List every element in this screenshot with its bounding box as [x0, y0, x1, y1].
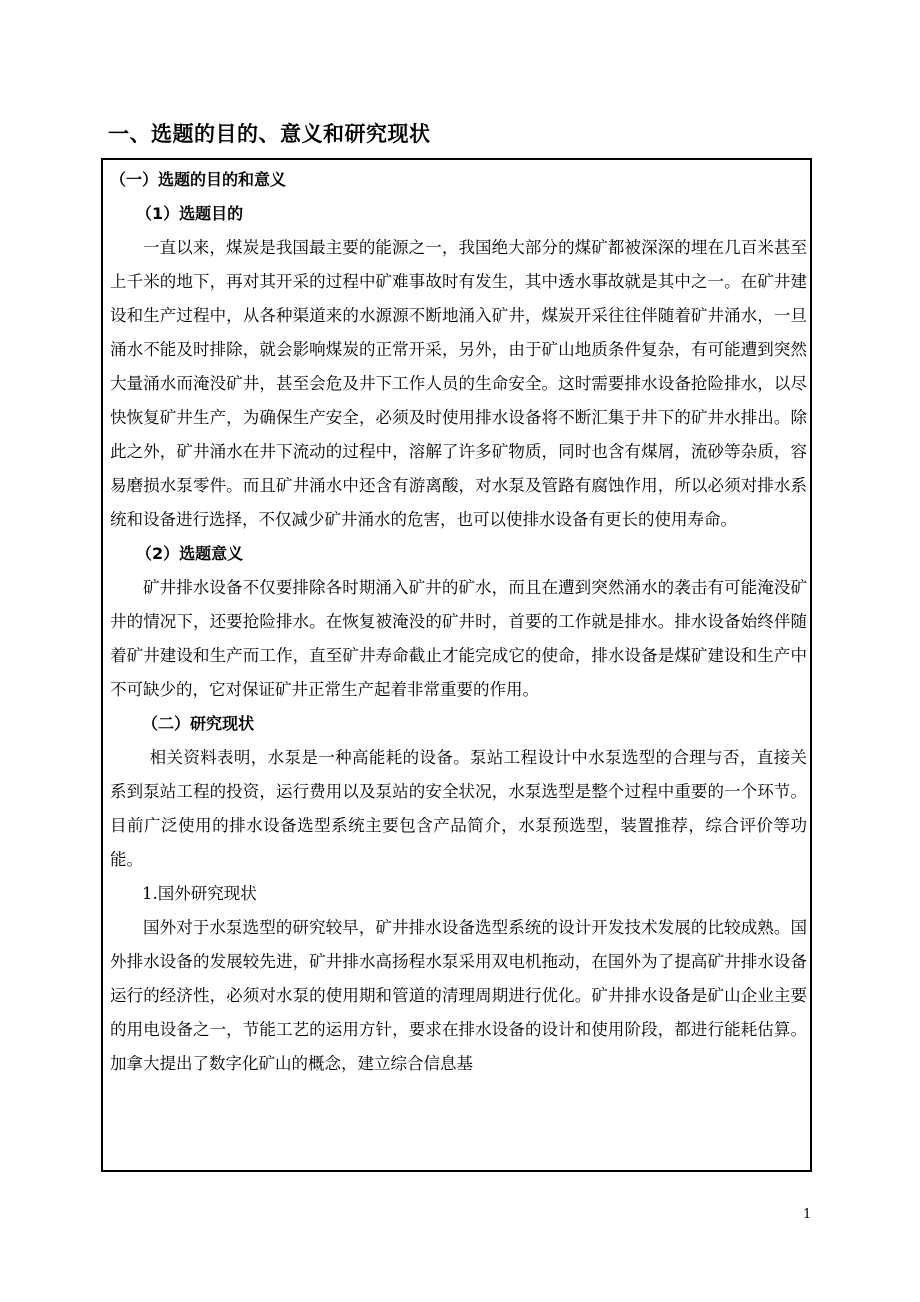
paragraph-significance: 矿井排水设备不仅要排除各时期涌入矿井的矿水，而且在遭到突然涌水的袭击有可能淹没矿井的情况下，还要抢险排水。在恢复被淹没的矿井时，首要的工作就是排水。排水设备始终伴随着矿井建设和生产而工作，直至矿井寿命截止才能完成它的使命，排水设备是煤矿建设和生产中不可缺少的，它对保证矿井正常生产起着非常重要的作用。: [110, 578, 807, 699]
paragraph-research-intro: 相关资料表明，水泵是一种高能耗的设备。泵站工程设计中水泵选型的合理与否，直接关系到泵站工程的投资，运行费用以及泵站的安全状况，水泵选型是整个过程中重要的一个环节。目前广泛使用的排水设备选型系统主要包含产品简介，水泵预选型，装置推荐，综合评价等功能。: [110, 748, 807, 869]
section-heading-purpose-significance: （一）选题的目的和意义: [110, 170, 287, 189]
subheading-significance: （2）选题意义: [136, 544, 244, 563]
subheading-foreign-research: 1.国外研究现状: [142, 884, 257, 903]
page-title: 一、选题的目的、意义和研究现状: [108, 122, 431, 146]
section-heading-research-status: （二）研究现状: [142, 714, 255, 733]
paragraph-purpose: 一直以来，煤炭是我国最主要的能源之一，我国绝大部分的煤矿都被深深的埋在几百米甚至上千米的地下，再对其开采的过程中矿难事故时有发生，其中透水事故就是其中之一。在矿井建设和生产过程中，从各种渠道来的水源源不断地涌入矿井，煤炭开采往往伴随着矿井涌水，一旦涌水不能及时排除，就会影响煤炭的正常开采，另外，由于矿山地质条件复杂，有可能遭到突然大量涌水而淹没矿井，甚至会危及井下工作人员的生命安全。这时需要排水设备抢险排水，以尽快恢复矿井生产，为确保生产安全，必须及时使用排水设备将不断汇集于井下的矿井水排出。除此之外，矿井涌水在井下流动的过程中，溶解了许多矿物质，同时也含有煤屑，流砂等杂质，容易磨损水泵零件。而且矿井涌水中还含有游离酸，对水泵及管路有腐蚀作用，所以必须对排水系统和设备进行选择，不仅减少矿井涌水的危害，也可以使排水设备有更长的使用寿命。: [110, 238, 807, 529]
document-body: [110, 163, 807, 1081]
page-number: 1: [803, 1207, 812, 1222]
subheading-purpose: （1）选题目的: [136, 204, 244, 223]
paragraph-foreign-research: 国外对于水泵选型的研究较早，矿井排水设备选型系统的设计开发技术发展的比较成熟。国外排水设备的发展较先进，矿井排水高扬程水泵采用双电机拖动，在国外为了提高矿井排水设备运行的经济性，必须对水泵的使用期和管道的清理周期进行优化。矿井排水设备是矿山企业主要的用电设备之一，节能工艺的运用方针，要求在排水设备的设计和使用阶段，都进行能耗估算。加拿大提出了数字化矿山的概念，建立综合信息基: [110, 918, 807, 1073]
